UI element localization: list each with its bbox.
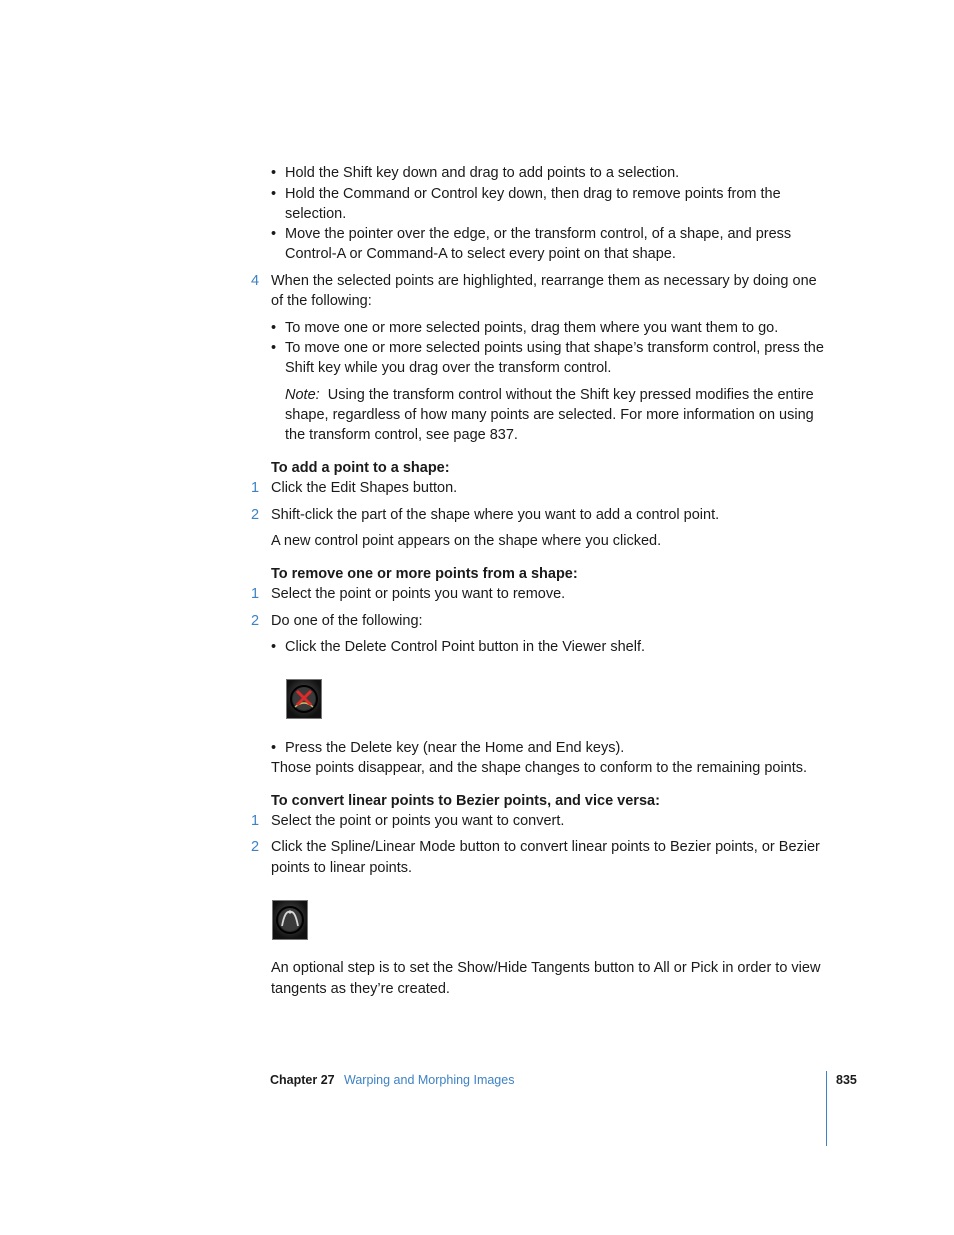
bullet-text: To move one or more selected points using that shape’s transform control, press the: [285, 340, 824, 356]
optional-text: An optional step is to set the Show/Hide Tangents button to All or Pick in order to view: [271, 960, 821, 976]
step-text: When the selected points are highlighted, rearrange them as necessary by doing one: [271, 273, 817, 289]
note-text: Using the transform control without the Shift key pressed modifies the entire: [327, 387, 814, 403]
optional-text: tangents as they’re created.: [271, 981, 450, 997]
bullet-marker: •: [271, 320, 277, 336]
bullet-text: Shift key while you drag over the transform control.: [285, 360, 612, 376]
note-label: Note:: [285, 387, 320, 403]
bullet-text: Hold the Shift key down and drag to add points to a selection.: [285, 165, 680, 181]
step-number: 1: [251, 586, 260, 602]
bullet-text: Click the Delete Control Point button in the Viewer shelf.: [285, 639, 646, 655]
bullet-text: Control-A or Command-A to select every point on that shape.: [285, 246, 676, 262]
section-heading: To convert linear points to Bezier points, and vice versa:: [271, 793, 660, 809]
bullet-marker: •: [271, 639, 277, 655]
footer-chapter-title: Warping and Morphing Images: [344, 1073, 515, 1087]
bullet-text: Press the Delete key (near the Home and End keys).: [285, 740, 625, 756]
step-number: 2: [251, 839, 260, 855]
step-text: Select the point or points you want to remove.: [271, 586, 566, 602]
section-heading: To add a point to a shape:: [271, 460, 450, 476]
note-text: shape, regardless of how many points are selected. For more information on using: [285, 407, 814, 423]
footer-chapter: Chapter 27: [270, 1073, 335, 1087]
step-text: of the following:: [271, 293, 372, 309]
bullet-text: To move one or more selected points, drag them where you want them to go.: [285, 320, 779, 336]
bullet-marker: •: [271, 226, 277, 242]
footer-divider: [826, 1071, 827, 1146]
spline-linear-mode-icon: [272, 900, 308, 940]
note-text: the transform control, see page 837.: [285, 427, 518, 443]
result-text: Those points disappear, and the shape changes to conform to the remaining points.: [271, 760, 808, 776]
bullet-marker: •: [271, 186, 277, 202]
step-number: 1: [251, 480, 260, 496]
note-line: [285, 385, 814, 405]
section-heading: To remove one or more points from a shape:: [271, 566, 578, 582]
delete-control-point-icon: [286, 679, 322, 719]
bullet-text: selection.: [285, 206, 347, 222]
step-number: 2: [251, 613, 260, 629]
step-number: 1: [251, 813, 260, 829]
step-text: Click the Spline/Linear Mode button to convert linear points to Bezier points, or Bezier: [271, 839, 820, 855]
step-text: points to linear points.: [271, 860, 413, 876]
bullet-marker: •: [271, 740, 277, 756]
step-text: Do one of the following:: [271, 613, 423, 629]
page-number: 835: [836, 1073, 857, 1087]
bullet-text: Move the pointer over the edge, or the transform control, of a shape, and press: [285, 226, 792, 242]
step-number: 2: [251, 507, 260, 523]
bullet-text: Hold the Command or Control key down, then drag to remove points from the: [285, 186, 781, 202]
result-text: A new control point appears on the shape where you clicked.: [271, 533, 662, 549]
step-text: Click the Edit Shapes button.: [271, 480, 458, 496]
bullet-marker: •: [271, 165, 277, 181]
bullet-marker: •: [271, 340, 277, 356]
step-number: 4: [251, 273, 260, 289]
step-text: Select the point or points you want to convert.: [271, 813, 565, 829]
step-text: Shift-click the part of the shape where you want to add a control point.: [271, 507, 720, 523]
